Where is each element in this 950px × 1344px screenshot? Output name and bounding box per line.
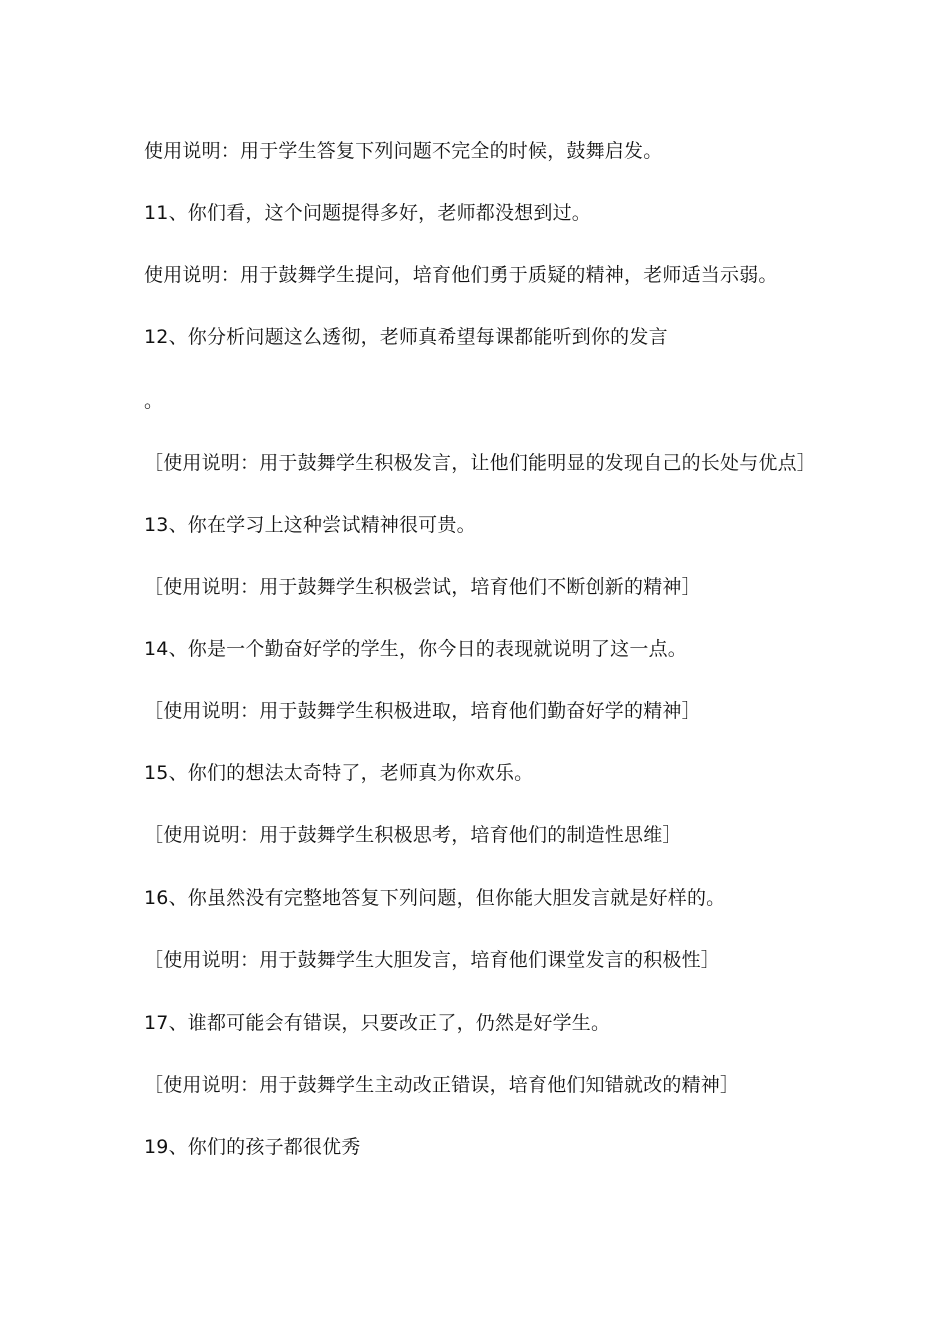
continuation-punctuation: 。 bbox=[144, 390, 164, 412]
praise-item-16: 16、你虽然没有完整地答复下列问题，但你能大胆发言就是好样的。 bbox=[144, 887, 726, 909]
usage-note-line: ［使用说明：用于鼓舞学生积极尝试，培育他们不断创新的精神］ bbox=[144, 576, 701, 598]
usage-note-line: ［使用说明：用于鼓舞学生积极发言，让他们能明显的发现自己的长处与优点］ bbox=[144, 452, 817, 474]
usage-note-line: ［使用说明：用于鼓舞学生积极思考，培育他们的制造性思维］ bbox=[144, 824, 682, 846]
praise-item-12: 12、你分析问题这么透彻，老师真希望每课都能听到你的发言 bbox=[144, 326, 668, 348]
usage-note-line: ［使用说明：用于鼓舞学生主动改正错误，培育他们知错就改的精神］ bbox=[144, 1074, 740, 1096]
praise-item-15: 15、你们的想法太奇特了，老师真为你欢乐。 bbox=[144, 762, 534, 784]
praise-item-14: 14、你是一个勤奋好学的学生，你今日的表现就说明了这一点。 bbox=[144, 638, 687, 660]
praise-item-11: 11、你们看，这个问题提得多好，老师都没想到过。 bbox=[144, 202, 591, 224]
praise-item-17: 17、谁都可能会有错误，只要改正了，仍然是好学生。 bbox=[144, 1012, 611, 1034]
praise-item-13: 13、你在学习上这种尝试精神很可贵。 bbox=[144, 514, 476, 536]
usage-note-line: 使用说明：用于学生答复下列问题不完全的时候，鼓舞启发。 bbox=[144, 140, 663, 162]
usage-note-line: 使用说明：用于鼓舞学生提问，培育他们勇于质疑的精神，老师适当示弱。 bbox=[144, 264, 778, 286]
usage-note-line: ［使用说明：用于鼓舞学生积极进取，培育他们勤奋好学的精神］ bbox=[144, 700, 701, 722]
praise-item-19: 19、你们的孩子都很优秀 bbox=[144, 1136, 361, 1158]
usage-note-line: ［使用说明：用于鼓舞学生大胆发言，培育他们课堂发言的积极性］ bbox=[144, 949, 721, 971]
